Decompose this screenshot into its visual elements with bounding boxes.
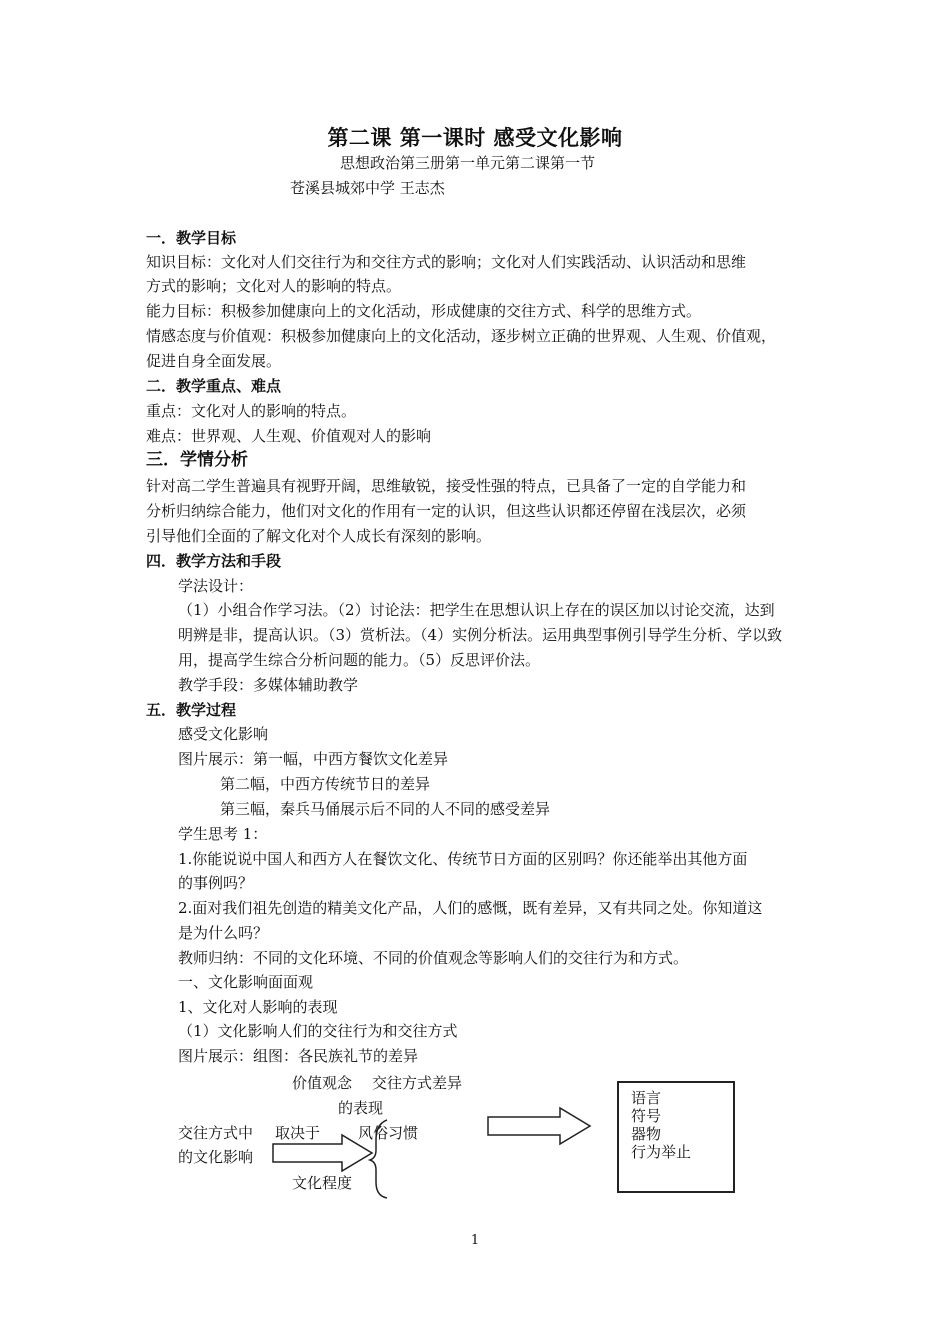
- body-line: 促进自身全面发展。: [146, 352, 282, 370]
- body-line: 教师归纳：不同的文化环境、不同的价值观念等影响人们的交往行为和方式。: [178, 949, 689, 967]
- body-line: 教学手段：多媒体辅助教学: [178, 676, 359, 694]
- body-line: 引导他们全面的了解文化对个人成长有深刻的影响。: [146, 527, 492, 545]
- box-item: 行为举止: [631, 1143, 692, 1161]
- body-line: 情感态度与价值观：积极参加健康向上的文化活动，逐步树立正确的世界观、人生观、价值观，: [146, 327, 777, 345]
- body-line: 图片展示：第一幅，中西方餐饮文化差异: [178, 750, 449, 768]
- page-title: 第二课 第一课时 感受文化影响: [327, 125, 623, 150]
- brace-icon: [370, 1120, 387, 1198]
- subtitle: 思想政治第三册第一单元第二课第一节: [340, 154, 596, 172]
- body-line: 学法设计：: [178, 577, 254, 595]
- body-line: 方式的影响；文化对人的影响的特点。: [146, 277, 402, 295]
- diagram-label-left1: 交往方式中: [178, 1124, 254, 1142]
- box-item: 器物: [631, 1125, 662, 1143]
- section-heading-3: 三．学情分析: [146, 450, 248, 470]
- section-heading-4: 四．教学方法和手段: [146, 552, 282, 570]
- diagram-box: [617, 1081, 735, 1193]
- body-line: 一、文化影响面面观: [178, 973, 314, 991]
- body-line: 1.你能说说中国人和西方人在餐饮文化、传统节日方面的区别吗？你还能举出其他方面: [178, 850, 748, 868]
- body-line: 2.面对我们祖先创造的精美文化产品，人们的感慨，既有差异，又有共同之处。你知道这: [178, 899, 763, 917]
- section-heading-5: 五．教学过程: [146, 701, 237, 719]
- diagram-label-diff: 交往方式差异: [372, 1074, 463, 1092]
- diagram-label-customs: 风俗习惯: [358, 1124, 419, 1142]
- body-line: 用，提高学生综合分析问题的能力。（5）反思评价法。: [178, 651, 541, 669]
- body-line: 重点：文化对人的影响的特点。: [146, 402, 357, 420]
- box-item: 语言: [631, 1089, 662, 1107]
- body-line: （1）小组合作学习法。（2）讨论法：把学生在思想认识上存在的误区加以讨论交流，达到: [178, 601, 775, 619]
- section-heading-2: 二．教学重点、难点: [146, 377, 282, 395]
- body-line: （1）文化影响人们的交往行为和交往方式: [178, 1022, 458, 1040]
- body-line: 分析归纳综合能力，他们对文化的作用有一定的认识，但这些认识都还停留在浅层次，必须: [146, 502, 747, 520]
- body-line: 难点：世界观、人生观、价值观对人的影响: [146, 427, 432, 445]
- body-line: 知识目标：文化对人们交往行为和交往方式的影响；文化对人们实践活动、认识活动和思维: [146, 253, 747, 271]
- diagram-label-depends: 取决于: [275, 1124, 321, 1142]
- body-line: 针对高二学生普遍具有视野开阔，思维敏锐，接受性强的特点，已具备了一定的自学能力和: [146, 477, 747, 495]
- arrow-right-icon: [488, 1108, 590, 1144]
- body-line: 感受文化影响: [178, 725, 269, 743]
- section-heading-1: 一．教学目标: [146, 229, 237, 247]
- arrow-right-icon: [273, 1135, 372, 1171]
- diagram-label-values: 价值观念: [292, 1074, 353, 1092]
- body-line: 第二幅，中西方传统节日的差异: [220, 775, 431, 793]
- diagram-label-left2: 的文化影响: [178, 1148, 254, 1166]
- page-number: 1: [470, 1233, 480, 1248]
- body-line: 1、文化对人影响的表现: [178, 998, 338, 1016]
- body-line: 的事例吗？: [178, 874, 254, 892]
- body-line: 图片展示：组图：各民族礼节的差异: [178, 1047, 419, 1065]
- body-line: 第三幅，秦兵马俑展示后不同的人不同的感受差异: [220, 800, 551, 818]
- diagram-label-culture-level: 文化程度: [292, 1174, 353, 1192]
- diagram-label-diff2: 的表现: [338, 1099, 384, 1117]
- body-line: 学生思考 1：: [178, 825, 268, 843]
- body-line: 能力目标：积极参加健康向上的文化活动，形成健康的交往方式、科学的思维方式。: [146, 302, 702, 320]
- box-item: 符号: [631, 1107, 662, 1125]
- author-line: 苍溪县城郊中学 王志杰: [290, 179, 445, 197]
- body-line: 是为什么吗？: [178, 924, 269, 942]
- body-line: 明辨是非，提高认识。（3）赏析法。（4）实例分析法。运用典型事例引导学生分析、学以致: [178, 626, 783, 644]
